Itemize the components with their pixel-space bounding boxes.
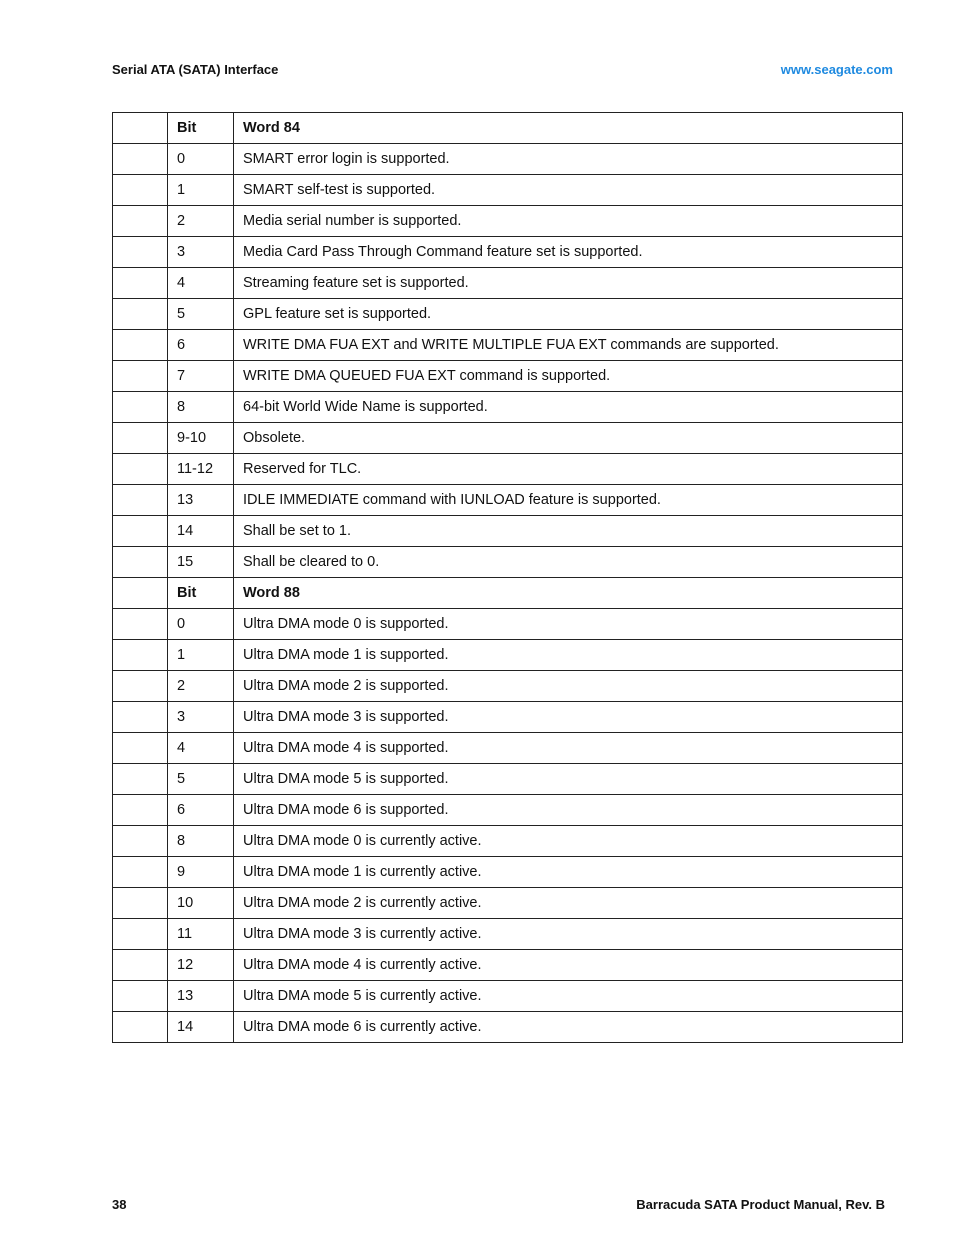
- empty-cell: [113, 547, 168, 578]
- description-cell: IDLE IMMEDIATE command with IUNLOAD feature is supported.: [234, 485, 903, 516]
- description-cell: SMART self-test is supported.: [234, 175, 903, 206]
- empty-cell: [113, 423, 168, 454]
- table-row: [113, 919, 903, 950]
- bit-cell: 5: [168, 764, 234, 795]
- manual-title: Barracuda SATA Product Manual, Rev. B: [636, 1197, 885, 1212]
- empty-cell: [113, 1012, 168, 1043]
- description-cell: Ultra DMA mode 6 is supported.: [234, 795, 903, 826]
- table-row: [113, 1012, 903, 1043]
- table-row: [113, 454, 903, 485]
- word-column-header: Word 88: [234, 578, 903, 609]
- bit-cell: 10: [168, 888, 234, 919]
- bit-cell: 13: [168, 981, 234, 1012]
- table-row: [113, 950, 903, 981]
- table-row: [113, 547, 903, 578]
- description-cell: Reserved for TLC.: [234, 454, 903, 485]
- empty-cell: [113, 640, 168, 671]
- table-row: [113, 237, 903, 268]
- running-header-title: Serial ATA (SATA) Interface: [112, 62, 279, 77]
- table-row: [113, 826, 903, 857]
- empty-cell: [113, 671, 168, 702]
- table-row: [113, 423, 903, 454]
- description-cell: Ultra DMA mode 3 is currently active.: [234, 919, 903, 950]
- bit-cell: 4: [168, 733, 234, 764]
- empty-cell: [113, 299, 168, 330]
- bit-cell: 2: [168, 206, 234, 237]
- description-cell: WRITE DMA FUA EXT and WRITE MULTIPLE FUA EXT commands are supported.: [234, 330, 903, 361]
- table-row: [113, 795, 903, 826]
- empty-cell: [113, 826, 168, 857]
- table-row: [113, 671, 903, 702]
- table-row: [113, 175, 903, 206]
- description-cell: Streaming feature set is supported.: [234, 268, 903, 299]
- empty-cell: [113, 609, 168, 640]
- empty-cell: [113, 237, 168, 268]
- bit-cell: 2: [168, 671, 234, 702]
- table-header-row: [113, 578, 903, 609]
- bit-cell: 4: [168, 268, 234, 299]
- empty-cell: [113, 175, 168, 206]
- description-cell: Shall be cleared to 0.: [234, 547, 903, 578]
- bit-cell: 9-10: [168, 423, 234, 454]
- description-cell: Ultra DMA mode 6 is currently active.: [234, 1012, 903, 1043]
- description-cell: GPL feature set is supported.: [234, 299, 903, 330]
- empty-cell: [113, 919, 168, 950]
- table-row: [113, 144, 903, 175]
- description-cell: 64-bit World Wide Name is supported.: [234, 392, 903, 423]
- table-row: [113, 392, 903, 423]
- description-cell: Ultra DMA mode 3 is supported.: [234, 702, 903, 733]
- empty-cell: [113, 144, 168, 175]
- description-cell: Obsolete.: [234, 423, 903, 454]
- description-cell: WRITE DMA QUEUED FUA EXT command is supported.: [234, 361, 903, 392]
- description-cell: Media serial number is supported.: [234, 206, 903, 237]
- bit-cell: 11-12: [168, 454, 234, 485]
- empty-cell: [113, 330, 168, 361]
- empty-cell: [113, 950, 168, 981]
- description-cell: Ultra DMA mode 0 is currently active.: [234, 826, 903, 857]
- bit-cell: 6: [168, 795, 234, 826]
- table-row: [113, 857, 903, 888]
- bit-cell: 9: [168, 857, 234, 888]
- bit-cell: 1: [168, 640, 234, 671]
- empty-cell: [113, 702, 168, 733]
- bit-cell: 3: [168, 702, 234, 733]
- description-cell: Ultra DMA mode 1 is supported.: [234, 640, 903, 671]
- description-cell: Ultra DMA mode 4 is supported.: [234, 733, 903, 764]
- bit-cell: 1: [168, 175, 234, 206]
- bit-cell: 8: [168, 392, 234, 423]
- description-cell: Ultra DMA mode 2 is supported.: [234, 671, 903, 702]
- description-cell: Shall be set to 1.: [234, 516, 903, 547]
- empty-cell: [113, 733, 168, 764]
- page-number: 38: [112, 1197, 127, 1212]
- bit-cell: 15: [168, 547, 234, 578]
- table-row: [113, 888, 903, 919]
- empty-cell: [113, 764, 168, 795]
- description-cell: Ultra DMA mode 4 is currently active.: [234, 950, 903, 981]
- table-row: [113, 516, 903, 547]
- bit-cell: 3: [168, 237, 234, 268]
- empty-cell: [113, 361, 168, 392]
- bit-cell: 0: [168, 609, 234, 640]
- table-row: [113, 330, 903, 361]
- website-link[interactable]: www.seagate.com: [780, 62, 893, 77]
- table-row: [113, 640, 903, 671]
- bit-cell: 12: [168, 950, 234, 981]
- description-cell: SMART error login is supported.: [234, 144, 903, 175]
- empty-cell: [113, 113, 168, 144]
- empty-cell: [113, 888, 168, 919]
- bit-column-header: Bit: [168, 578, 234, 609]
- bit-cell: 14: [168, 1012, 234, 1043]
- bit-cell: 11: [168, 919, 234, 950]
- table-body: [113, 113, 903, 1043]
- table-row: [113, 981, 903, 1012]
- table-row: [113, 733, 903, 764]
- empty-cell: [113, 206, 168, 237]
- table-header-row: [113, 113, 903, 144]
- table-row: [113, 702, 903, 733]
- table-row: [113, 268, 903, 299]
- empty-cell: [113, 268, 168, 299]
- bit-cell: 7: [168, 361, 234, 392]
- bit-cell: 14: [168, 516, 234, 547]
- empty-cell: [113, 857, 168, 888]
- bit-cell: 0: [168, 144, 234, 175]
- bit-cell: 6: [168, 330, 234, 361]
- bit-column-header: Bit: [168, 113, 234, 144]
- table-row: [113, 206, 903, 237]
- description-cell: Ultra DMA mode 1 is currently active.: [234, 857, 903, 888]
- bit-cell: 8: [168, 826, 234, 857]
- description-cell: Ultra DMA mode 0 is supported.: [234, 609, 903, 640]
- word-column-header: Word 84: [234, 113, 903, 144]
- table-row: [113, 299, 903, 330]
- empty-cell: [113, 578, 168, 609]
- empty-cell: [113, 795, 168, 826]
- table-row: [113, 361, 903, 392]
- empty-cell: [113, 485, 168, 516]
- description-cell: Ultra DMA mode 5 is supported.: [234, 764, 903, 795]
- description-cell: Ultra DMA mode 2 is currently active.: [234, 888, 903, 919]
- empty-cell: [113, 392, 168, 423]
- description-cell: Ultra DMA mode 5 is currently active.: [234, 981, 903, 1012]
- bit-cell: 13: [168, 485, 234, 516]
- table-row: [113, 764, 903, 795]
- empty-cell: [113, 516, 168, 547]
- identify-device-words-table: [112, 112, 903, 1043]
- empty-cell: [113, 981, 168, 1012]
- table-row: [113, 485, 903, 516]
- bit-cell: 5: [168, 299, 234, 330]
- table-row: [113, 609, 903, 640]
- empty-cell: [113, 454, 168, 485]
- description-cell: Media Card Pass Through Command feature set is supported.: [234, 237, 903, 268]
